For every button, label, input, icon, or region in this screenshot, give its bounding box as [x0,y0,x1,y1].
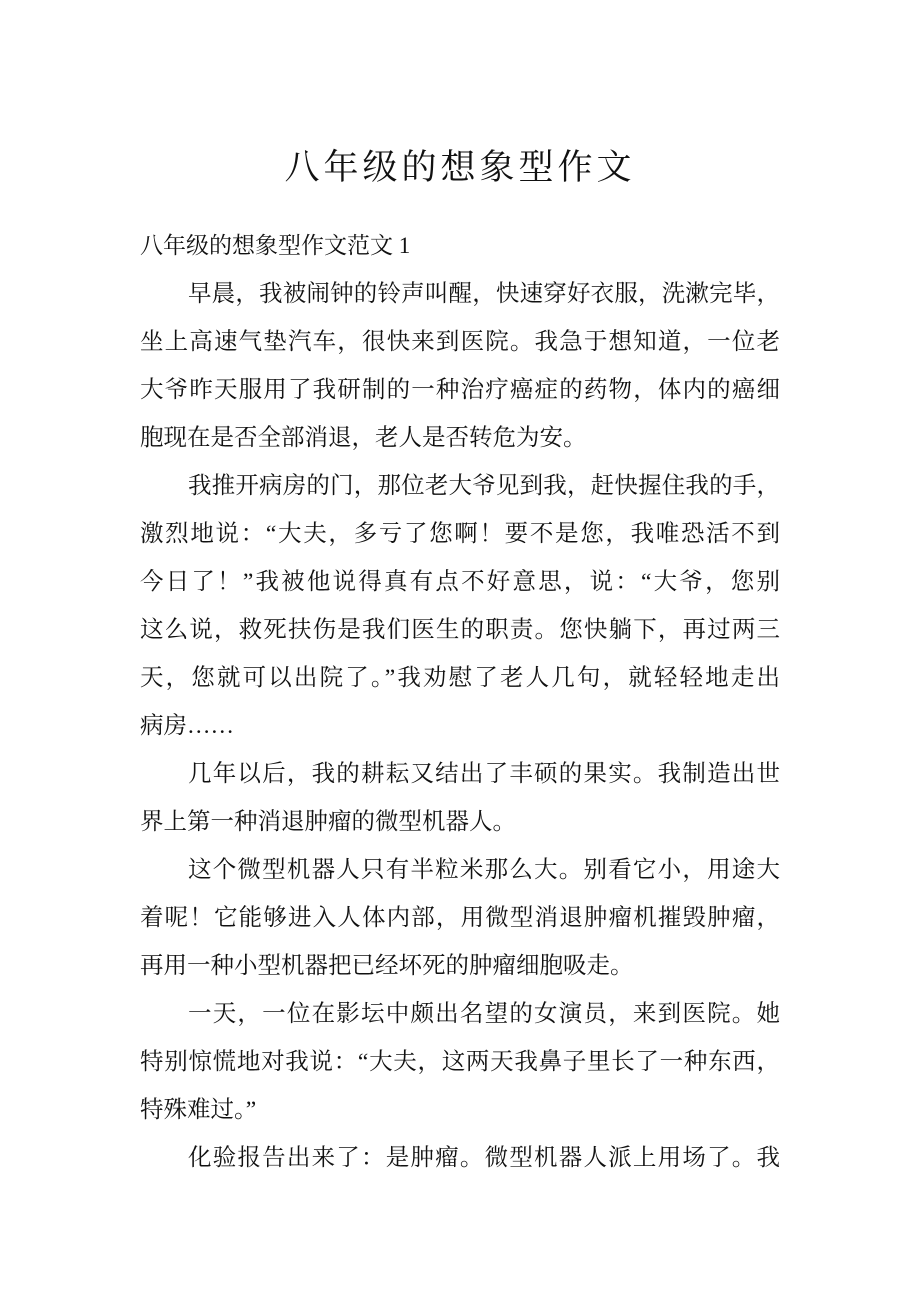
paragraph-1-line: 胞现在是否全部消退，老人是否转危为安。 [140,425,587,451]
paragraph-5-line: 特殊难过。” [140,1097,257,1123]
paragraph-2-line: 激烈地说：“大夫，多亏了您啊！要不是您，我唯恐活不到 [140,521,780,547]
section-heading: 八年级的想象型作文范文 1 [140,233,411,258]
paragraph-4-line: 再用一种小型机器把已经坏死的肿瘤细胞吸走。 [140,953,634,979]
paragraph-4-line: 着呢！它能够进入人体内部，用微型消退肿瘤机摧毁肿瘤， [140,905,780,931]
paragraph-3-line: 几年以后，我的耕耘又结出了丰硕的果实。我制造出世 [188,761,780,787]
paragraph-3-line: 界上第一种消退肿瘤的微型机器人。 [140,809,516,835]
paragraph-5-line: 特别惊慌地对我说：“大夫，这两天我鼻子里长了一种东西， [140,1049,780,1075]
paragraph-1-line: 坐上高速气垫汽车，很快来到医院。我急于想知道，一位老 [140,329,780,355]
paragraph-2-line: 我推开病房的门，那位老大爷见到我，赶快握住我的手， [188,473,780,499]
document-title: 八年级的想象型作文 [284,148,636,187]
paragraph-2-line: 这么说，救死扶伤是我们医生的职责。您快躺下，再过两三 [140,617,780,643]
paragraph-4-line: 这个微型机器人只有半粒米那么大。别看它小，用途大 [188,857,780,883]
paragraph-1-line: 大爷昨天服用了我研制的一种治疗癌症的药物，体内的癌细 [140,377,780,403]
paragraph-1-line: 早晨，我被闹钟的铃声叫醒，快速穿好衣服，洗漱完毕， [188,281,780,307]
paragraph-5-line: 一天，一位在影坛中颇出名望的女演员，来到医院。她 [188,1001,780,1027]
paragraph-2-line: 天，您就可以出院了。”我劝慰了老人几句，就轻轻地走出 [140,665,780,691]
paragraph-6-line: 化验报告出来了：是肿瘤。微型机器人派上用场了。我 [188,1145,780,1171]
paragraph-2-line: 病房…… [140,713,234,739]
paragraph-2-line: 今日了！”我被他说得真有点不好意思，说：“大爷，您别 [140,569,780,595]
